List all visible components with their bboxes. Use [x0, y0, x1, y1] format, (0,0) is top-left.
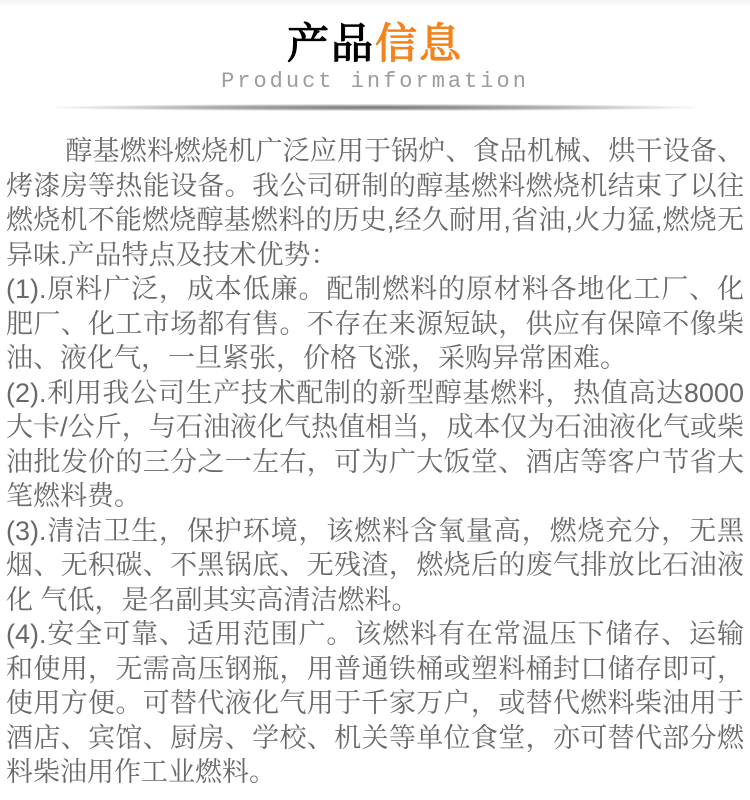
section-header: [0, 6, 750, 111]
feature-point-2: (2).利用我公司生产技术配制的新型醇基燃料，热值高达8000大卡/公斤，与石油液化气热值相当，成本仅为石油液化气或柴油批发价的三分之一左右，可为广大饭堂、酒店等客户节省大笔燃料费。: [6, 377, 744, 511]
page-subtitle-en: Product information: [221, 69, 529, 94]
feature-point-4: (4).安全可靠、适用范围广。该燃料有在常温压下储存、运输和使用，无需高压钢瓶，用普通铁桶或塑料桶封口储存即可， 使用方便。可替代液化气用于千家万户，或替代燃料柴油用于酒店、宾馆、厨房、学校、机关等单位食堂，亦可替代部分燃料柴油用作工业燃料。: [6, 619, 744, 787]
divider-shadow-line: [55, 104, 695, 111]
product-description: [0, 111, 750, 800]
feature-point-3: (3).清洁卫生，保护环境，该燃料含氧量高，燃烧充分，无黑烟、无积碳、不黑锅底、无残渣，燃烧后的废气排放比石油液化 气低，是名副其实高清洁燃料。: [6, 515, 744, 615]
page-title: [0, 22, 750, 66]
page-title-cn-black: 产品: [286, 20, 375, 67]
intro-paragraph: 醇基燃料燃烧机广泛应用于锅炉、食品机械、烘干设备、烤漆房等热能设备。我公司研制的醇基燃料燃烧机结束了以往燃烧机不能燃烧醇基燃料的历史,经久耐用,省油,火力猛,燃烧无异味.产品特点及技术优势：: [6, 136, 744, 270]
page-title-cn-orange: 信息: [375, 20, 464, 67]
feature-point-1: (1).原料广泛，成本低廉。配制燃料的原材料各地化工厂、化肥厂、化工市场都有售。不存在来源短缺，供应有保障不像柴油、液化气，一旦紧张，价格飞涨，采购异常困难。: [6, 274, 744, 373]
